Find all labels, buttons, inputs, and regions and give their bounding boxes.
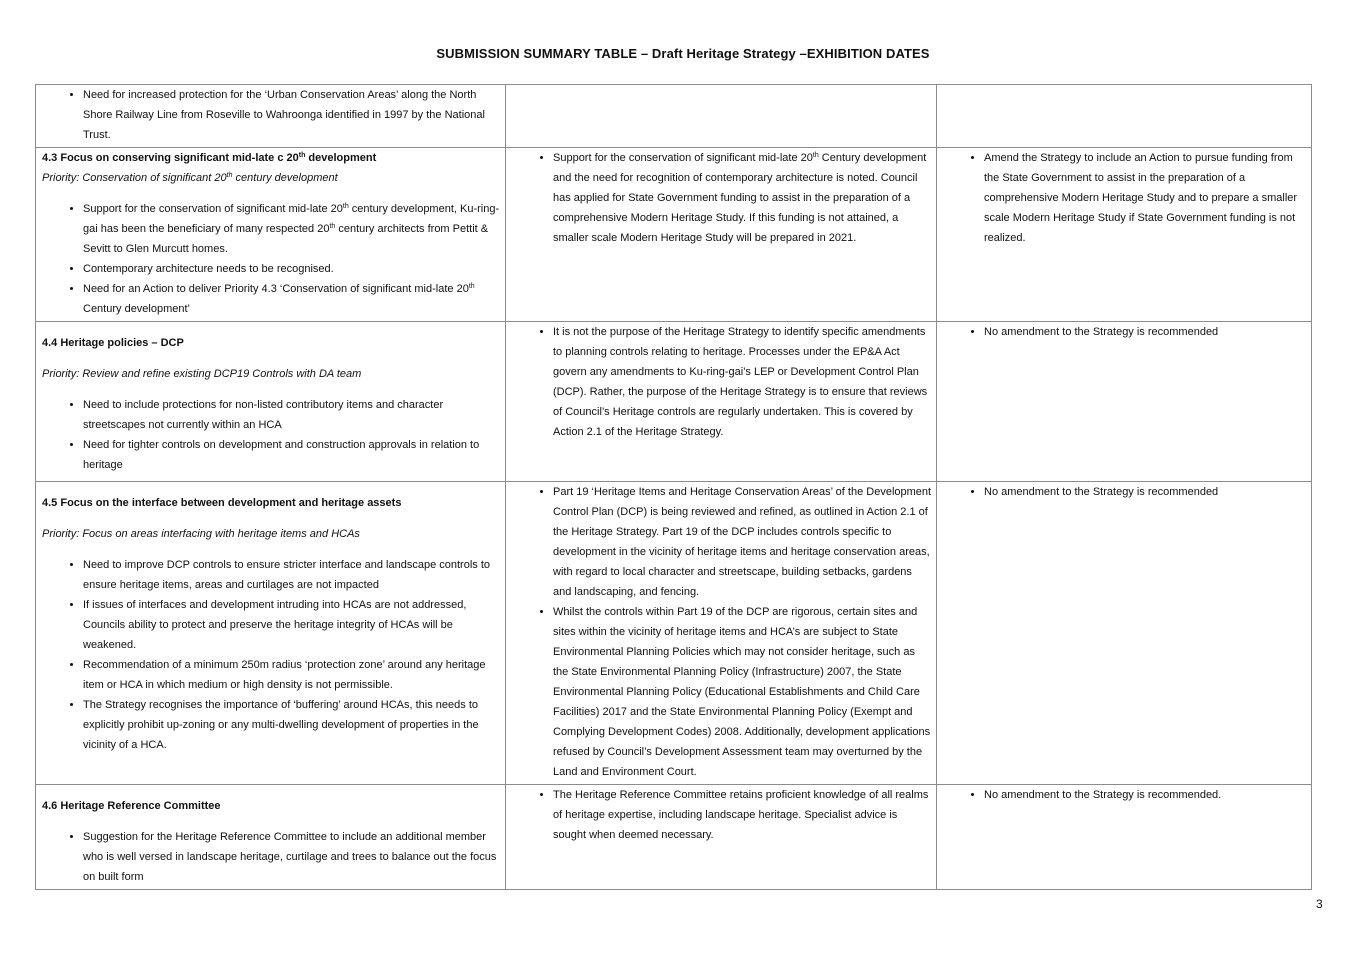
submission-cell (36, 85, 506, 148)
section-priority: Priority: Review and refine existing DCP19 Controls with DA team (42, 368, 362, 380)
submission-bullet: • Need for an Action to deliver Priority 4.3 ‘Conservation of significant mid-late 20th Century development’ (83, 279, 501, 319)
submission-bullet: • Contemporary architecture needs to be recognised. (83, 259, 501, 279)
recommendation-cell (937, 148, 1312, 322)
recommendation-cell (937, 322, 1312, 482)
submission-bullet: • The Strategy recognises the importance of ‘buffering’ around HCAs, this needs to explicitly prohibit up-zoning or any multi-dwelling development of properties in the vicinity of a HCA. (83, 695, 501, 755)
submission-bullet: • Need for tighter controls on development and construction approvals in relation to heritage (83, 435, 501, 475)
submission-bullet: • Support for the conservation of significant mid-late 20th century development, Ku-ring-gai has been the beneficiary of many respected 20th century architects from Pettit & Sevitt to Glen Murcutt homes. (83, 199, 501, 259)
section-heading: 4.6 Heritage Reference Committee (42, 800, 221, 812)
table-row (36, 482, 1312, 785)
submission-bullet: • Suggestion for the Heritage Reference Committee to include an additional member who is well versed in landscape heritage, curtilage and trees to balance out the focus on built form (83, 827, 501, 887)
recommendation-cell (937, 482, 1312, 785)
section-priority: Priority: Focus on areas interfacing with heritage items and HCAs (42, 528, 360, 540)
submission-summary-table (35, 84, 1312, 890)
submission-cell (36, 785, 506, 890)
table-row (36, 148, 1312, 322)
recommendation-bullet: • No amendment to the Strategy is recommended. (984, 785, 1307, 805)
response-bullet: • Part 19 ‘Heritage Items and Heritage Conservation Areas’ of the Development Control Plan (DCP) is being reviewed and refined, as outlined in Action 2.1 of the Heritage Strategy. Part 19 of the DCP includes controls specific to development in the vicinity of heritage items and heritage conservation areas, with regard to local character and streetscape, building setbacks, gardens and landscaping, and fencing. (553, 482, 932, 602)
section-heading: 4.3 Focus on conserving significant mid-late c 20th development (42, 152, 377, 164)
document-title: SUBMISSION SUMMARY TABLE – Draft Heritage Strategy –EXHIBITION DATES (436, 46, 930, 61)
response-bullet: • Support for the conservation of significant mid-late 20th Century development and the need for recognition of contemporary architecture is noted. Council has applied for State Government funding to assist in the preparation of a comprehensive Modern Heritage Study. If this funding is not attained, a smaller scale Modern Heritage Study will be prepared in 2021. (553, 148, 932, 248)
recommendation-cell (937, 785, 1312, 890)
submission-cell (36, 482, 506, 785)
recommendation-bullet: • No amendment to the Strategy is recommended (984, 482, 1307, 502)
response-cell (506, 85, 937, 148)
submission-cell (36, 322, 506, 482)
response-bullet: • It is not the purpose of the Heritage Strategy to identify specific amendments to planning controls relating to heritage. Processes under the EP&A Act govern any amendments to Ku-ring-gai’s LEP or Development Control Plan (DCP). Rather, the purpose of the Heritage Strategy is to ensure that reviews of Council’s Heritage controls are regularly undertaken. This is covered by Action 2.1 of the Heritage Strategy. (553, 322, 932, 442)
submission-bullet: • If issues of interfaces and development intruding into HCAs are not addressed, Councils ability to protect and preserve the heritage integrity of HCAs will be weakened. (83, 595, 501, 655)
submission-bullet: • Need to improve DCP controls to ensure stricter interface and landscape controls to ensure heritage items, areas and curtilages are not impacted (83, 555, 501, 595)
response-cell (506, 482, 937, 785)
table-row (36, 322, 1312, 482)
table-row (36, 785, 1312, 890)
section-priority: Priority: Conservation of significant 20th century development (42, 172, 338, 184)
recommendation-bullet: • No amendment to the Strategy is recommended (984, 322, 1307, 342)
section-heading: 4.5 Focus on the interface between development and heritage assets (42, 497, 402, 509)
section-heading: 4.4 Heritage policies – DCP (42, 337, 184, 349)
submission-bullet: • Recommendation of a minimum 250m radius ‘protection zone’ around any heritage item or HCA in which medium or high density is not permissible. (83, 655, 501, 695)
response-cell (506, 322, 937, 482)
recommendation-bullet: • Amend the Strategy to include an Action to pursue funding from the State Government to assist in the preparation of a comprehensive Modern Heritage Study and to prepare a smaller scale Modern Heritage Study if State Government funding is not realized. (984, 148, 1307, 248)
submission-bullet: • Need for increased protection for the ‘Urban Conservation Areas’ along the North Shore Railway Line from Roseville to Wahroonga identified in 1997 by the National Trust. (83, 85, 501, 145)
response-bullet: • The Heritage Reference Committee retains proficient knowledge of all realms of heritage expertise, including landscape heritage. Specialist advice is sought when deemed necessary. (553, 785, 932, 845)
page-number: 3 (1316, 897, 1323, 911)
table-row (36, 85, 1312, 148)
response-cell (506, 148, 937, 322)
submission-bullet: • Need to include protections for non-listed contributory items and character streetscapes not currently within an HCA (83, 395, 501, 435)
response-bullet: • Whilst the controls within Part 19 of the DCP are rigorous, certain sites and sites within the vicinity of heritage items and HCA’s are subject to State Environmental Planning Policies which may not consider heritage, such as the State Environmental Planning Policy (Infrastructure) 2007, the State Environmental Planning Policy (Educational Establishments and Child Care Facilities) 2017 and the State Environmental Planning Policy (Exempt and Complying Development Codes) 2008. Additionally, development applications refused by Council’s Development Assessment team may overturned by the Land and Environment Court. (553, 602, 932, 782)
response-cell (506, 785, 937, 890)
submission-cell (36, 148, 506, 322)
recommendation-cell (937, 85, 1312, 148)
